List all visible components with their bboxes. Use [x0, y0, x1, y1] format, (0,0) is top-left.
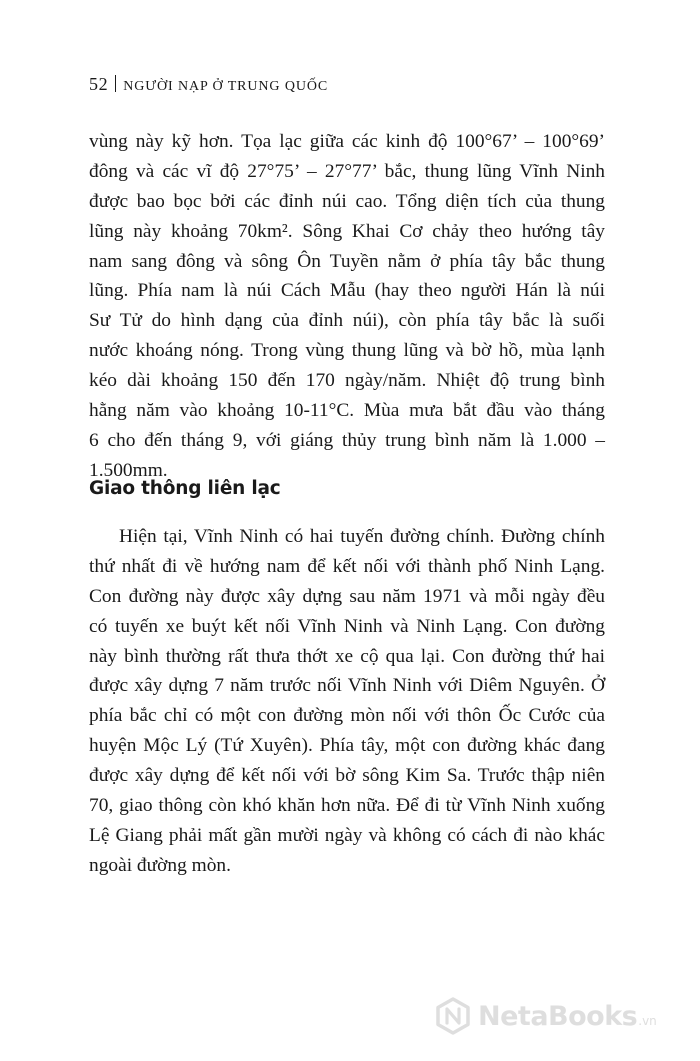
text-line: 1.500mm. — [89, 459, 168, 481]
page-number: 52 — [89, 74, 109, 94]
text-line: vùng này kỹ hơn. Tọa lạc giữa các kinh độ 100°67’ – 100°69’ — [89, 131, 605, 152]
text-line: thứ nhất đi về hướng nam để kết nối với thành phố Ninh Lạng. — [89, 555, 605, 577]
watermark-suffix: .vn — [638, 1014, 657, 1028]
text-line: này bình thường rất thưa thớt xe cộ qua lại. Con đường thứ hai — [89, 645, 605, 667]
text-line: có tuyến xe buýt kết nối Vĩnh Ninh và Ninh Lạng. Con đường — [89, 615, 605, 637]
book-title: NGƯỜI NẠP Ở TRUNG QUỐC — [123, 79, 329, 94]
watermark-brand: NetaBooks — [478, 1000, 638, 1032]
text-line: ngoài đường mòn. — [89, 854, 231, 876]
text-line: lũng. Phía nam là núi Cách Mẫu (hay theo người Hán là núi — [89, 280, 605, 302]
text-line: 70, giao thông còn khó khăn hơn nữa. Để đi từ Vĩnh Ninh xuống — [89, 795, 605, 817]
text-line: Lệ Giang phải mất gần mười ngày và không có cách đi nào khác — [89, 824, 605, 846]
running-header — [89, 74, 328, 95]
section-heading: Giao thông liên lạc — [89, 478, 281, 499]
text-line: Con đường này được xây dựng sau năm 1971 và mỗi ngày đều — [89, 585, 605, 607]
text-line: được xây dựng để kết nối với bờ sông Kim Sa. Trước thập niên — [89, 765, 605, 787]
text-line: kéo dài khoảng 150 đến 170 ngày/năm. Nhiệt độ trung bình — [89, 370, 605, 392]
netabooks-watermark — [434, 997, 657, 1035]
paragraph-1 — [89, 127, 605, 486]
text-line: được bao bọc bởi các đỉnh núi cao. Tổng diện tích của thung — [89, 190, 605, 212]
text-line: 6 cho đến tháng 9, với giáng thủy trung bình năm là 1.000 – — [89, 429, 605, 451]
text-line: phía bắc chỉ có một con đường mòn nối với thôn Ốc Cước của — [89, 705, 605, 727]
text-line: đông và các vĩ độ 27°75’ – 27°77’ bắc, thung lũng Vĩnh Ninh — [89, 160, 605, 182]
text-line: lũng này khoảng 70km². Sông Khai Cơ chảy theo hướng tây — [89, 220, 605, 242]
text-line: được xây dựng 7 năm trước nối Vĩnh Ninh với Diêm Nguyên. Ở — [89, 675, 605, 697]
text-line: nam sang đông và sông Ôn Tuyền nằm ở phía tây bắc thung — [89, 250, 605, 272]
paragraph-2 — [89, 522, 605, 881]
text-line: Sư Tử do hình dạng của đỉnh núi), còn phía tây bắc là suối — [89, 310, 605, 332]
header-divider — [115, 75, 116, 92]
text-line: hằng năm vào khoảng 10-11°C. Mùa mưa bắt đầu vào tháng — [89, 400, 605, 422]
netabooks-logo-icon — [434, 997, 472, 1035]
text-line: huyện Mộc Lý (Tứ Xuyên). Phía tây, một con đường khác đang — [89, 735, 605, 757]
text-line: nước khoáng nóng. Trong vùng thung lũng và bờ hồ, mùa lạnh — [89, 340, 605, 362]
text-line: Hiện tại, Vĩnh Ninh có hai tuyến đường chính. Đường chính — [119, 526, 605, 547]
